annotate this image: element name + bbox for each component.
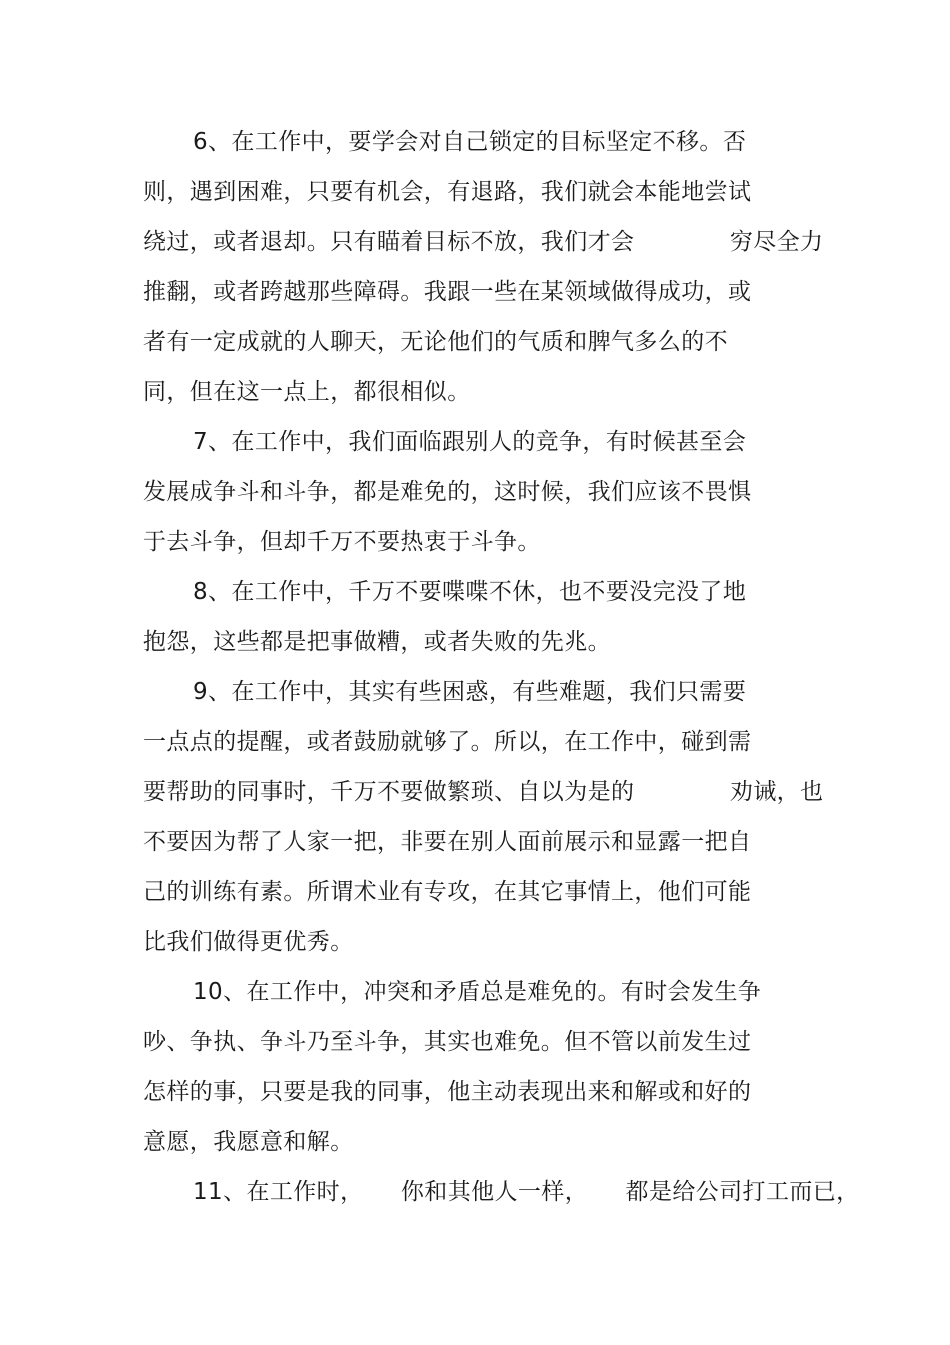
paragraph-10-line-4: 意愿，我愿意和解。 — [143, 1129, 354, 1155]
paragraph-10-line-2: 吵、争执、争斗乃至斗争，其实也难免。但不管以前发生过 — [143, 1029, 752, 1055]
paragraph-11-line-1-part-b: 你和其他人一样， — [400, 1179, 589, 1205]
paragraph-6-line-4: 推翻，或者跨越那些障碍。我跟一些在某领域做得成功，或 — [143, 279, 752, 305]
paragraph-11-line-1-part-a: 11、在工作时， — [193, 1179, 364, 1205]
paragraph-6-line-3-part-a: 绕过，或者退却。只有瞄着目标不放，我们才会 — [143, 229, 635, 255]
paragraph-6-line-1: 6、在工作中，要学会对自己锁定的目标坚定不移。否 — [193, 129, 747, 155]
paragraph-9-line-3-part-a: 要帮助的同事时，千万不要做繁琐、自以为是的 — [143, 779, 635, 805]
paragraph-6-line-2: 则，遇到困难，只要有机会，有退路，我们就会本能地尝试 — [143, 179, 752, 205]
paragraph-9-line-6: 比我们做得更优秀。 — [143, 929, 354, 955]
paragraph-7-line-1: 7、在工作中，我们面临跟别人的竞争，有时候甚至会 — [193, 429, 747, 455]
paragraph-9-line-1: 9、在工作中，其实有些困惑，有些难题，我们只需要 — [193, 679, 747, 705]
paragraph-9-line-2: 一点点的提醒，或者鼓励就够了。所以，在工作中，碰到需 — [143, 729, 752, 755]
paragraph-10-line-3: 怎样的事，只要是我的同事，他主动表现出来和解或和好的 — [143, 1079, 752, 1105]
paragraph-6-line-3 — [143, 227, 823, 257]
paragraph-8-line-1: 8、在工作中，千万不要喋喋不休，也不要没完没了地 — [193, 579, 747, 605]
paragraph-9-line-4: 不要因为帮了人家一把，非要在别人面前展示和显露一把自 — [143, 829, 752, 855]
paragraph-6-line-3-part-b: 穷尽全力 — [729, 229, 824, 255]
paragraph-10-line-1: 10、在工作中，冲突和矛盾总是难免的。有时会发生争 — [193, 979, 762, 1005]
paragraph-7-line-3: 于去斗争，但却千万不要热衷于斗争。 — [143, 529, 541, 555]
paragraph-8-line-2: 抱怨，这些都是把事做糟，或者失败的先兆。 — [143, 629, 611, 655]
paragraph-11-line-1 — [193, 1177, 860, 1207]
paragraph-11-line-1-part-c: 都是给公司打工而已， — [625, 1179, 860, 1205]
paragraph-9-line-5: 己的训练有素。所谓术业有专攻，在其它事情上，他们可能 — [143, 879, 752, 905]
paragraph-6-line-5: 者有一定成就的人聊天，无论他们的气质和脾气多么的不 — [143, 329, 728, 355]
paragraph-9-line-3 — [143, 777, 823, 807]
paragraph-7-line-2: 发展成争斗和斗争，都是难免的，这时候，我们应该不畏惧 — [143, 479, 752, 505]
paragraph-9-line-3-part-b: 劝诫，也 — [729, 779, 824, 805]
paragraph-6-line-6: 同，但在这一点上，都很相似。 — [143, 379, 471, 405]
